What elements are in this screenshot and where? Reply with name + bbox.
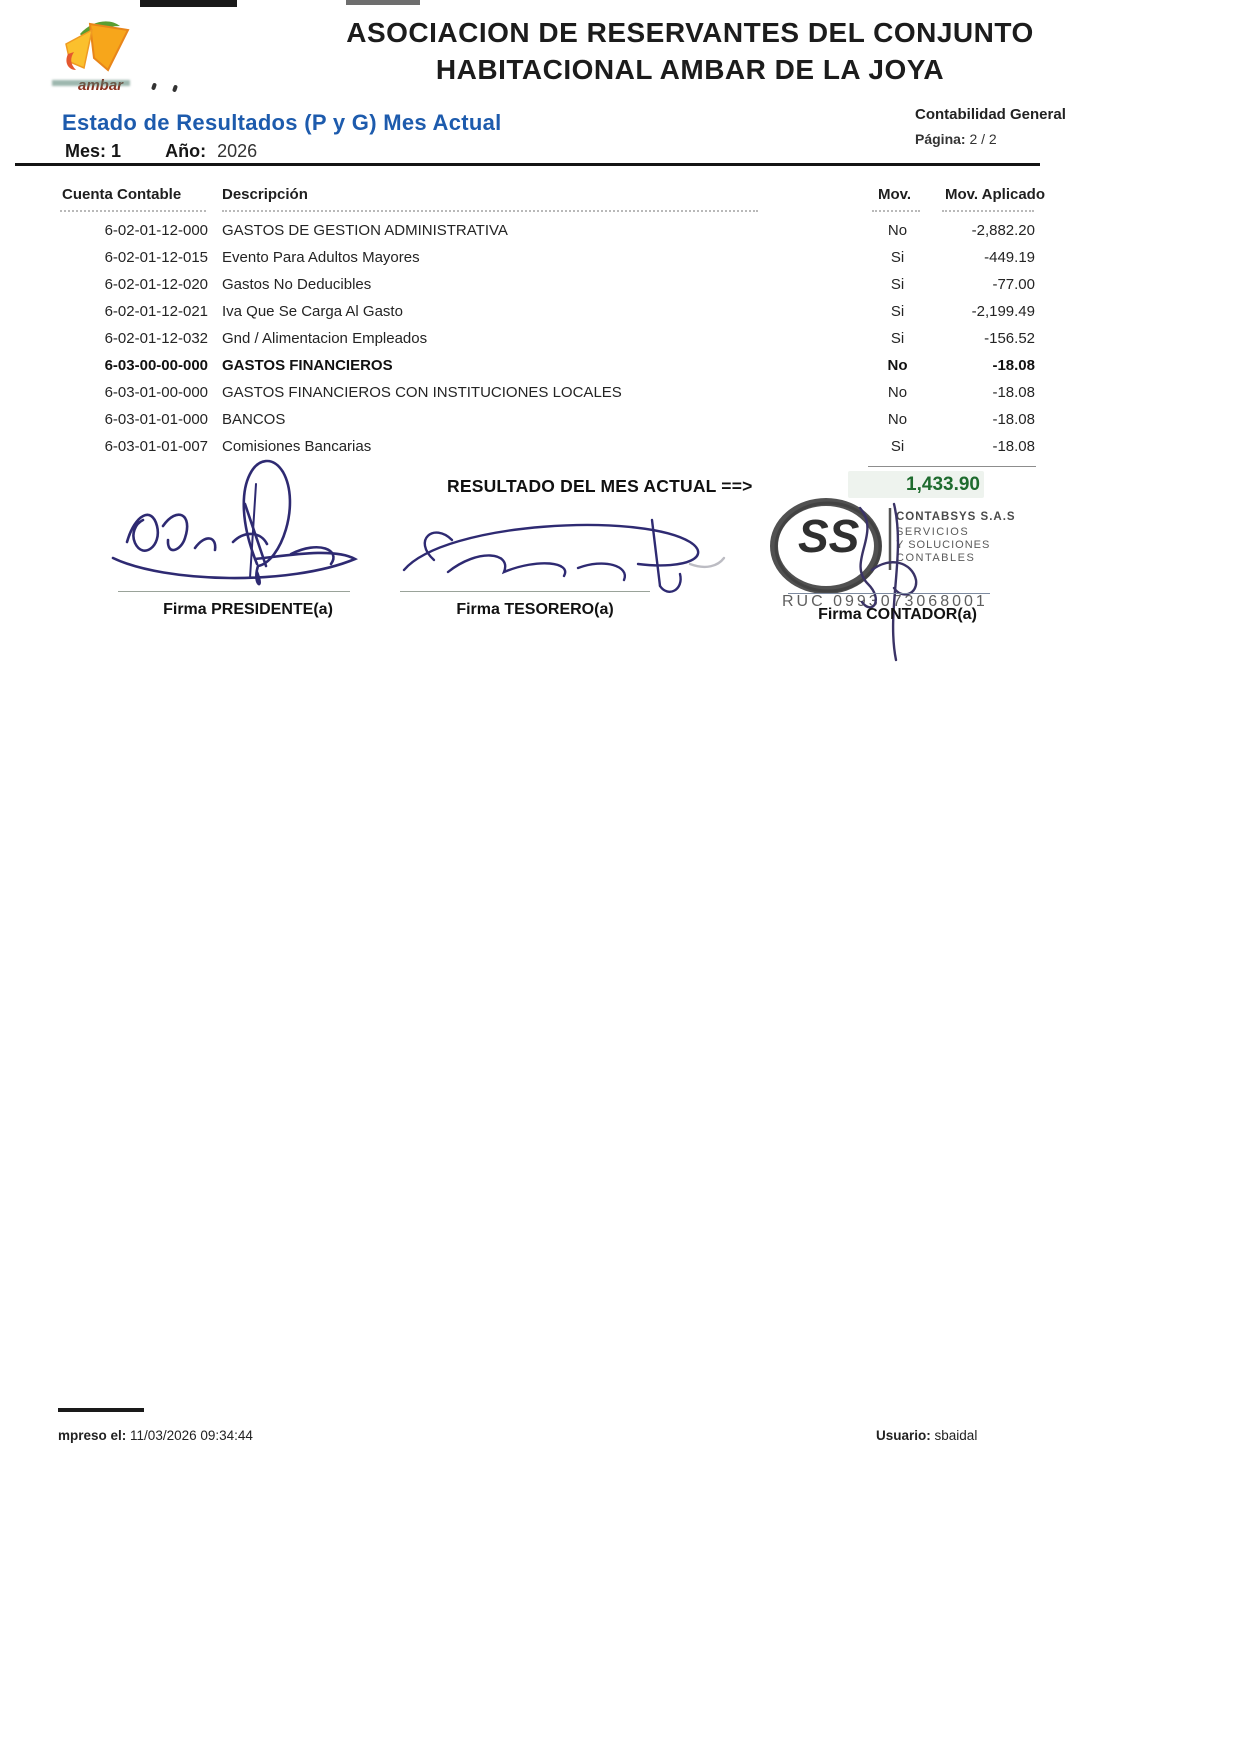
scan-mark — [172, 85, 178, 93]
header-underline — [872, 210, 920, 212]
signature-line — [118, 591, 350, 592]
table-row — [60, 411, 1035, 438]
table-row — [60, 330, 1035, 357]
stamp-monogram: SS — [798, 510, 860, 562]
stamp-contables: CONTABLES — [896, 552, 976, 564]
amount: -18.08 — [992, 411, 1035, 428]
account-description: GASTOS FINANCIEROS — [222, 357, 393, 374]
stamp-company: CONTABSYS S.A.S — [896, 511, 1016, 523]
president-signature — [105, 446, 375, 596]
account-description: Gnd / Alimentacion Empleados — [222, 330, 428, 347]
org-name-line2: HABITACIONAL AMBAR DE LA JOYA — [435, 54, 945, 85]
amount: -18.08 — [992, 357, 1035, 374]
mov-flag: Si — [890, 438, 905, 455]
table-row — [60, 249, 1035, 276]
user-value: sbaidal — [934, 1428, 978, 1443]
account-description: Iva Que Se Carga Al Gasto — [222, 303, 403, 320]
mov-flag: No — [887, 384, 908, 401]
period-line — [65, 141, 257, 162]
amount: -2,882.20 — [971, 222, 1035, 239]
account-code: 6-03-01-00-000 — [104, 384, 208, 401]
mov-flag: Si — [890, 303, 905, 320]
table-row — [60, 303, 1035, 330]
signature-line — [788, 593, 990, 594]
account-code: 6-02-01-12-032 — [104, 330, 208, 347]
amount: -18.08 — [992, 438, 1035, 455]
amount: -156.52 — [984, 330, 1035, 347]
account-description: Gastos No Deducibles — [222, 276, 372, 293]
account-code: 6-02-01-12-021 — [104, 303, 208, 320]
header-underline — [942, 210, 1034, 212]
account-description: BANCOS — [222, 411, 286, 428]
ambar-logo — [50, 14, 160, 98]
header-divider — [15, 163, 1040, 166]
logo-caption — [52, 80, 130, 86]
module-name: Contabilidad General — [915, 106, 1066, 123]
table-row — [60, 384, 1035, 411]
result-value: 1,433.90 — [848, 471, 984, 498]
table-row — [60, 276, 1035, 303]
org-name-line1: ASOCIACION DE RESERVANTES DEL CONJUNTO — [346, 17, 1034, 48]
mov-flag: Si — [890, 330, 905, 347]
col-header-description: Descripción — [222, 186, 308, 203]
amount: -2,199.49 — [971, 303, 1035, 320]
user-label: Usuario: — [876, 1428, 931, 1443]
header-underline — [60, 210, 206, 212]
amount: -449.19 — [984, 249, 1035, 266]
col-header-account: Cuenta Contable — [62, 186, 182, 203]
printed-at — [58, 1428, 253, 1443]
mov-flag: No — [887, 222, 908, 239]
col-header-mov: Mov. — [878, 186, 912, 203]
account-description: GASTOS DE GESTION ADMINISTRATIVA — [222, 222, 508, 239]
account-code: 6-02-01-12-020 — [104, 276, 208, 293]
treasurer-signature-label: Firma TESORERO(a) — [456, 601, 614, 618]
account-description: Evento Para Adultos Mayores — [222, 249, 420, 266]
header-underline — [222, 210, 758, 212]
mov-flag: No — [887, 411, 908, 428]
accountant-signature — [832, 500, 952, 670]
report-title: Estado de Resultados (P y G) Mes Actual — [62, 110, 502, 135]
month-label: Mes: — [65, 141, 107, 161]
printed-at-value: 11/03/2026 09:34:44 — [130, 1428, 253, 1443]
signature-line — [400, 591, 650, 592]
amount: -18.08 — [992, 384, 1035, 401]
account-code: 6-03-00-00-000 — [104, 357, 208, 374]
user-info — [876, 1428, 977, 1443]
scan-artifact-bar — [346, 0, 420, 5]
account-code: 6-02-01-12-000 — [104, 222, 208, 239]
table-row-group-total — [60, 357, 1035, 384]
total-divider — [868, 466, 1036, 467]
year-value: 2026 — [217, 141, 258, 161]
account-code: 6-03-01-01-000 — [104, 411, 208, 428]
page-value: 2 / 2 — [969, 131, 997, 147]
printed-at-label: mpreso el: — [58, 1428, 127, 1443]
year-label: Año: — [165, 141, 207, 161]
table-row — [60, 222, 1035, 249]
result-label: RESULTADO DEL MES ACTUAL ==> — [447, 476, 753, 496]
org-name — [330, 14, 1050, 88]
stamp-ruc: RUC 0993073068001 — [782, 593, 988, 610]
account-code: 6-03-01-01-007 — [104, 438, 208, 455]
col-header-mov-applied: Mov. Aplicado — [945, 186, 1046, 203]
account-code: 6-02-01-12-015 — [104, 249, 208, 266]
account-description: Comisiones Bancarias — [222, 438, 372, 455]
treasurer-signature — [390, 508, 730, 608]
scan-artifact-bar — [140, 0, 237, 7]
account-description: GASTOS FINANCIEROS CON INSTITUCIONES LOCALES — [222, 384, 622, 401]
mov-flag: No — [887, 357, 908, 374]
page-label: Página: — [915, 131, 966, 147]
mov-flag: Si — [890, 276, 905, 293]
mov-flag: Si — [890, 249, 905, 266]
amount: -77.00 — [992, 276, 1035, 293]
accountant-signature-label: Firma CONTADOR(a) — [818, 606, 977, 623]
page-number — [915, 131, 997, 147]
stamp-solutions: Y SOLUCIONES — [896, 539, 991, 551]
stamp-services: SERVICIOS — [896, 526, 970, 538]
month-value: 1 — [111, 141, 122, 161]
footer-artifact-bar — [58, 1408, 144, 1412]
president-signature-label: Firma PRESIDENTE(a) — [163, 601, 333, 618]
